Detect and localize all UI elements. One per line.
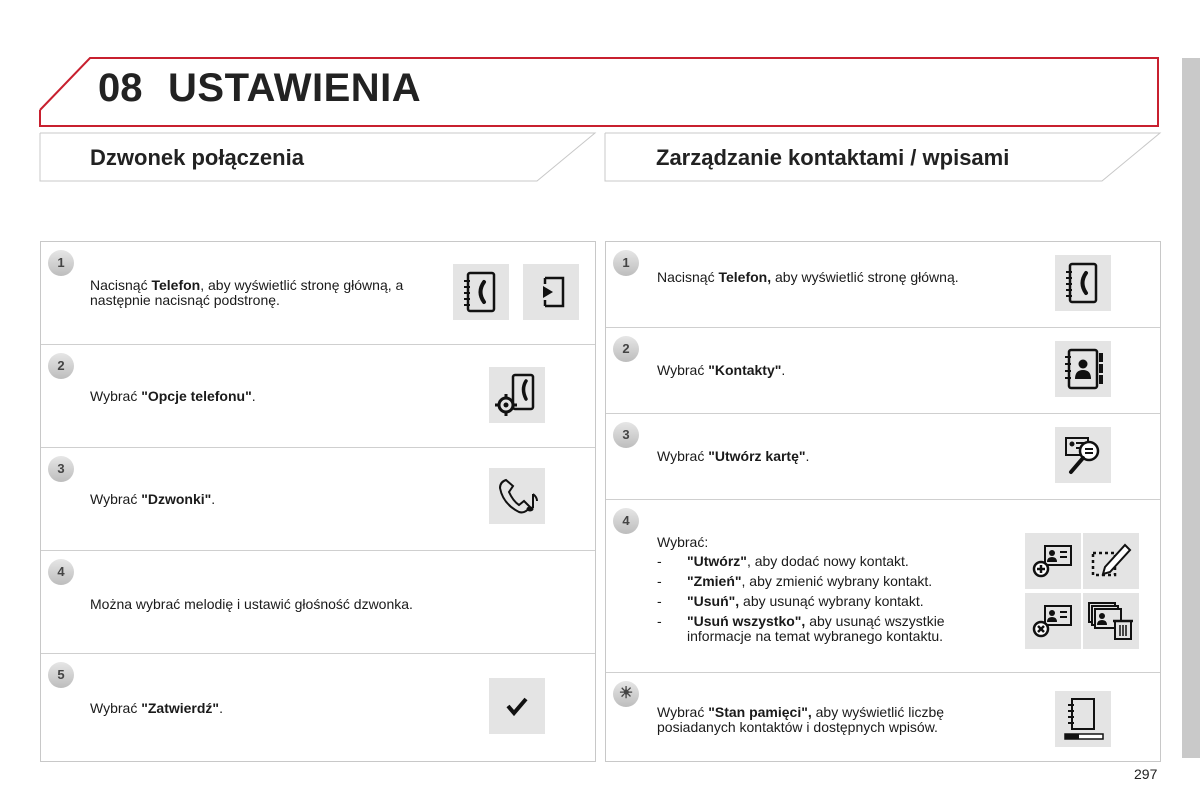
- left-steps-panel: [40, 241, 596, 762]
- step-text: Można wybrać melodię i ustawić głośność dzwonka.: [90, 596, 413, 612]
- step-text: Wybrać "Zatwierdź".: [90, 700, 223, 716]
- chapter-number: 08: [98, 66, 143, 110]
- step-text: Wybrać "Kontakty".: [657, 362, 786, 378]
- left-step-5: [41, 654, 595, 760]
- phone-book-icon[interactable]: [453, 264, 509, 320]
- right-step-1: [606, 242, 1160, 328]
- step-intro: Wybrać:: [657, 534, 709, 550]
- action-item-edit: - "Zmień", aby zmienić wybrany kontakt.: [657, 574, 997, 589]
- step-badge: 1: [48, 250, 74, 276]
- right-step-3: [606, 414, 1160, 500]
- step-text: Nacisnąć Telefon, aby wyświetlić stronę główną.: [657, 269, 959, 285]
- step-text: Wybrać "Utwórz kartę".: [657, 448, 810, 464]
- left-step-4: [41, 551, 595, 654]
- step-badge: 2: [48, 353, 74, 379]
- search-card-icon[interactable]: [1055, 427, 1111, 483]
- action-item-delete-all: - "Usuń wszystko", aby usunąć wszystkie informacje na temat wybranego kontaktu.: [657, 614, 997, 644]
- phone-options-gear-icon[interactable]: [489, 367, 545, 423]
- right-step-memory: [606, 673, 1160, 760]
- tip-sun-icon: ☀: [613, 681, 639, 707]
- step-badge: 2: [613, 336, 639, 362]
- left-step-3: [41, 448, 595, 551]
- step-text: Wybrać "Opcje telefonu".: [90, 388, 256, 404]
- left-section-title: Dzwonek połączenia: [90, 145, 304, 170]
- step-text: Wybrać "Dzwonki".: [90, 491, 216, 507]
- step-text: Wybrać "Stan pamięci", aby wyświetlić liczbę posiadanych kontaktów i dostępnych wpisów.: [657, 704, 945, 735]
- edit-pencil-icon[interactable]: [1083, 533, 1139, 589]
- step-badge: 1: [613, 250, 639, 276]
- right-steps-panel: [605, 241, 1161, 762]
- page-number: 297: [1134, 766, 1158, 782]
- chapter-side-tab: [1182, 58, 1200, 758]
- delete-all-icon[interactable]: [1083, 593, 1139, 649]
- checkmark-icon[interactable]: [489, 678, 545, 734]
- action-item-create: - "Utwórz", aby dodać nowy kontakt.: [657, 554, 997, 569]
- step-badge: 3: [48, 456, 74, 482]
- ringtone-icon[interactable]: [489, 468, 545, 524]
- action-list: [657, 554, 997, 644]
- subpage-arrow-icon[interactable]: [523, 264, 579, 320]
- step-badge: 3: [613, 422, 639, 448]
- step-text: [657, 535, 997, 649]
- step-text: Nacisnąć Telefon, aby wyświetlić stronę główną, a następnie nacisnąć podstronę.: [90, 277, 404, 308]
- right-section-title: Zarządzanie kontaktami / wpisami: [656, 145, 1010, 170]
- phone-book-icon[interactable]: [1055, 255, 1111, 311]
- memory-status-icon[interactable]: [1055, 691, 1111, 747]
- left-step-2: [41, 345, 595, 448]
- chapter-title: USTAWIENIA: [168, 66, 422, 110]
- step-badge: 4: [48, 559, 74, 585]
- right-step-2: [606, 328, 1160, 414]
- action-item-delete: - "Usuń", aby usunąć wybrany kontakt.: [657, 594, 997, 609]
- delete-contact-icon[interactable]: [1025, 593, 1081, 649]
- right-step-4: [606, 500, 1160, 673]
- contacts-book-icon[interactable]: [1055, 341, 1111, 397]
- step-badge: 4: [613, 508, 639, 534]
- add-contact-icon[interactable]: [1025, 533, 1081, 589]
- step-badge: 5: [48, 662, 74, 688]
- left-step-1: [41, 242, 595, 345]
